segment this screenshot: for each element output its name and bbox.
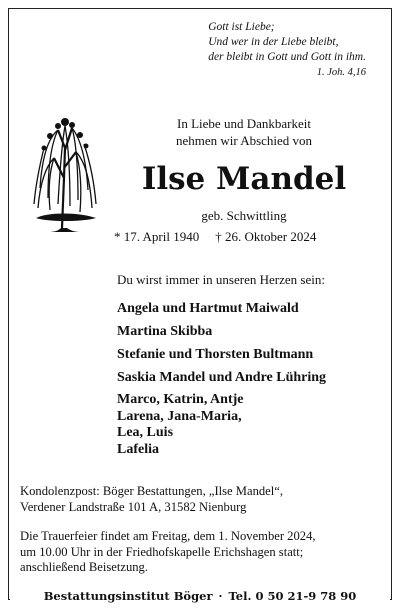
- intro-line-2: nehmen wir Abschied von: [175, 133, 313, 148]
- verse-line-2: Und wer in der Liebe bleibt,: [208, 36, 339, 48]
- footer-separator: ·: [218, 589, 223, 603]
- verse-line-1: Gott ist Liebe;: [208, 21, 275, 33]
- death-date: † 26. Oktober 2024: [215, 229, 317, 244]
- mourner-family: Stefanie und Thorsten Bultmann: [117, 347, 314, 362]
- funeral-home-phone: Tel. 0 50 21-9 78 90: [228, 589, 357, 603]
- mourner-grandchildren: Lafelia: [117, 441, 159, 457]
- mourner-grandchildren: Marco, Katrin, Antje: [117, 392, 244, 407]
- condolence-line-2: Verdener Landstraße 101 A, 31582 Nienburg: [20, 499, 247, 514]
- intro-text: [128, 115, 360, 149]
- deceased-name: Ilse Mandel: [141, 161, 347, 197]
- condolence-address: [20, 484, 380, 515]
- heart-line: Du wirst immer in unseren Herzen sein:: [117, 272, 325, 287]
- mourners-list: [117, 297, 387, 458]
- funeral-notice: [20, 529, 390, 576]
- life-dates: [114, 229, 364, 245]
- verse-line-3: der bleibt in Gott und Gott in ihm.: [208, 51, 366, 63]
- funeral-home-footer: [10, 589, 390, 603]
- weeping-willow-icon: [18, 108, 110, 233]
- mourner-grandchildren: Larena, Jana-Maria,: [117, 408, 242, 424]
- mourner-grandchildren: Lea, Luis: [117, 425, 174, 440]
- funeral-line-3: anschließend Beisetzung.: [20, 560, 148, 574]
- bible-verse: [208, 20, 366, 80]
- funeral-line-2: um 10.00 Uhr in der Friedhofskapelle Erichshagen statt;: [20, 544, 304, 559]
- condolence-line-1: Kondolenzpost: Böger Bestattungen, „Ilse Mandel“,: [20, 484, 284, 498]
- mourner-family: Angela und Hartmut Maiwald: [117, 301, 299, 316]
- verse-reference: 1. Joh. 4,16: [316, 67, 366, 78]
- mourner-family: Saskia Mandel und Andre Lühring: [117, 370, 327, 385]
- intro-line-1: In Liebe und Dankbarkeit: [177, 116, 311, 131]
- funeral-line-1: Die Trauerfeier findet am Freitag, dem 1. November 2024,: [20, 529, 316, 543]
- funeral-home-name: Bestattungsinstitut Böger: [43, 589, 213, 603]
- mourner-family: Martina Skibba: [117, 324, 213, 339]
- maiden-name: geb. Schwittling: [201, 208, 287, 223]
- birth-date: * 17. April 1940: [114, 229, 200, 244]
